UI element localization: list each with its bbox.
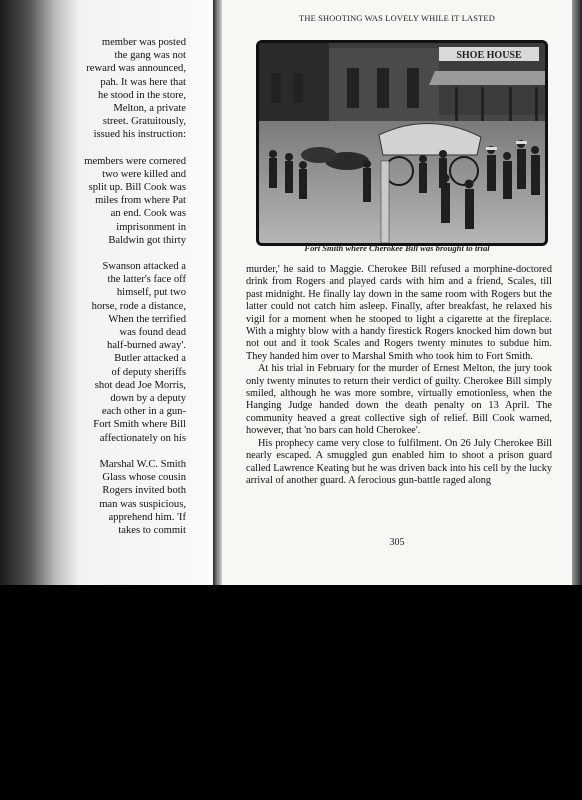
left-text-line: each other in a gun- [101,406,186,418]
left-text-line: Rogers invited both [102,485,186,497]
left-page-text [20,36,186,550]
running-head: THE SHOOTING WAS LOVELY WHILE IT LASTED [299,14,495,23]
left-text-line: himself, put two [116,287,186,299]
left-text-line: man was suspicious, [99,498,186,510]
left-text-line: Baldwin got thirty [108,234,186,246]
right-page [222,0,572,585]
left-text-line: affectionately on his [99,432,186,444]
historical-photo [256,40,548,246]
shoe-house-sign: SHOE HOUSE [456,50,522,61]
left-text-line: street. Gratuitously, [102,116,186,128]
left-text-line: takes to commit [118,524,186,536]
page-edge [572,0,582,585]
photo-caption: Fort Smith where Cherokee Bill was brought to trial [304,243,490,253]
left-text-line: half-burned away'. [107,340,186,352]
left-text-line: the latter's face off [107,274,186,286]
body-paragraph-2: At his trial in February for the murder of Ernest Melton, the jury took only twenty minutes to return their verdict of guilty. Cherokee Bill simply smiled, although he was more sombre, virtually emotionless, when the Hanging Judge handed down the death penalty on 13 April. The community heaved a great collective sigh of relief. Bill Cook warned, however, that 'no bars can hold Cherokee'. [246,363,552,437]
left-text-line: Melton, a private [113,103,186,115]
left-text-line: of deputy sheriffs [111,366,186,378]
left-text-line: Glass whose cousin [102,472,186,484]
left-text-line: miles from where Pat [95,195,186,207]
left-text-line: pah. It was here that [100,76,186,88]
left-paragraph [20,458,186,537]
left-page [0,0,213,585]
street-scene-illustration [259,43,545,243]
left-text-line: the gang was not [114,50,186,62]
body-paragraph-3: His prophecy came very close to fulfilment. On 26 July Cherokee Bill nearly escaped. A smuggled gun enabled him to shoot a prison guard called Lawrence Keating but he was driven back into his cell by the lucky arrival of another guard. A ferocious gun-battle raged along [246,437,552,486]
left-text-line: down by a deputy [110,393,186,405]
left-text-line: Marshal W.C. Smith [99,458,186,470]
left-text-line: an end. Cook was [110,208,186,220]
left-text-line: two were killed and [102,168,186,180]
book-spine [213,0,222,585]
body-paragraph-1: murder,' he said to Maggie. Cherokee Bill refused a morphine-doctored drink from Rogers and played cards with him and a friend, Scales, till past midnight. He finally lay down in the same room with Rogers but the latter could not catch him asleep. Finally, after breakfast, he relaxed his vigil for a moment when he stooped to light a cigarette at the fireplace. With a mighty blow with a handy firestick Rogers knocked him down but not out and it took Scales and Rogers twenty minutes to subdue him. They handed him over to Marshal Smith who took him to Fort Smith. [246,264,552,362]
left-text-line: issued his instruction: [93,129,186,141]
left-text-line: reward was announced, [86,63,186,75]
left-text-line: Swanson attacked a [102,261,186,273]
page-number: 305 [389,537,405,548]
left-text-line: split up. Bill Cook was [88,182,186,194]
left-text-line: When the terrified [108,313,186,325]
left-text-line: Butler attacked a [114,353,186,365]
left-text-line: imprisonment in [116,221,186,233]
left-text-line: horse, rode a distance, [91,300,186,312]
left-text-line: shot dead Joe Morris, [94,379,186,391]
left-text-line: apprehend him. 'If [108,511,186,523]
body-text [246,264,552,487]
left-text-line: he stood in the store, [98,89,186,101]
left-text-line: members were cornered [84,155,186,167]
left-text-line: member was posted [101,37,186,48]
left-paragraph [20,36,186,142]
left-text-line: Fort Smith where Bill [93,419,186,431]
left-paragraph [20,260,186,445]
left-paragraph [20,155,186,247]
left-text-line: was found dead [119,327,186,339]
